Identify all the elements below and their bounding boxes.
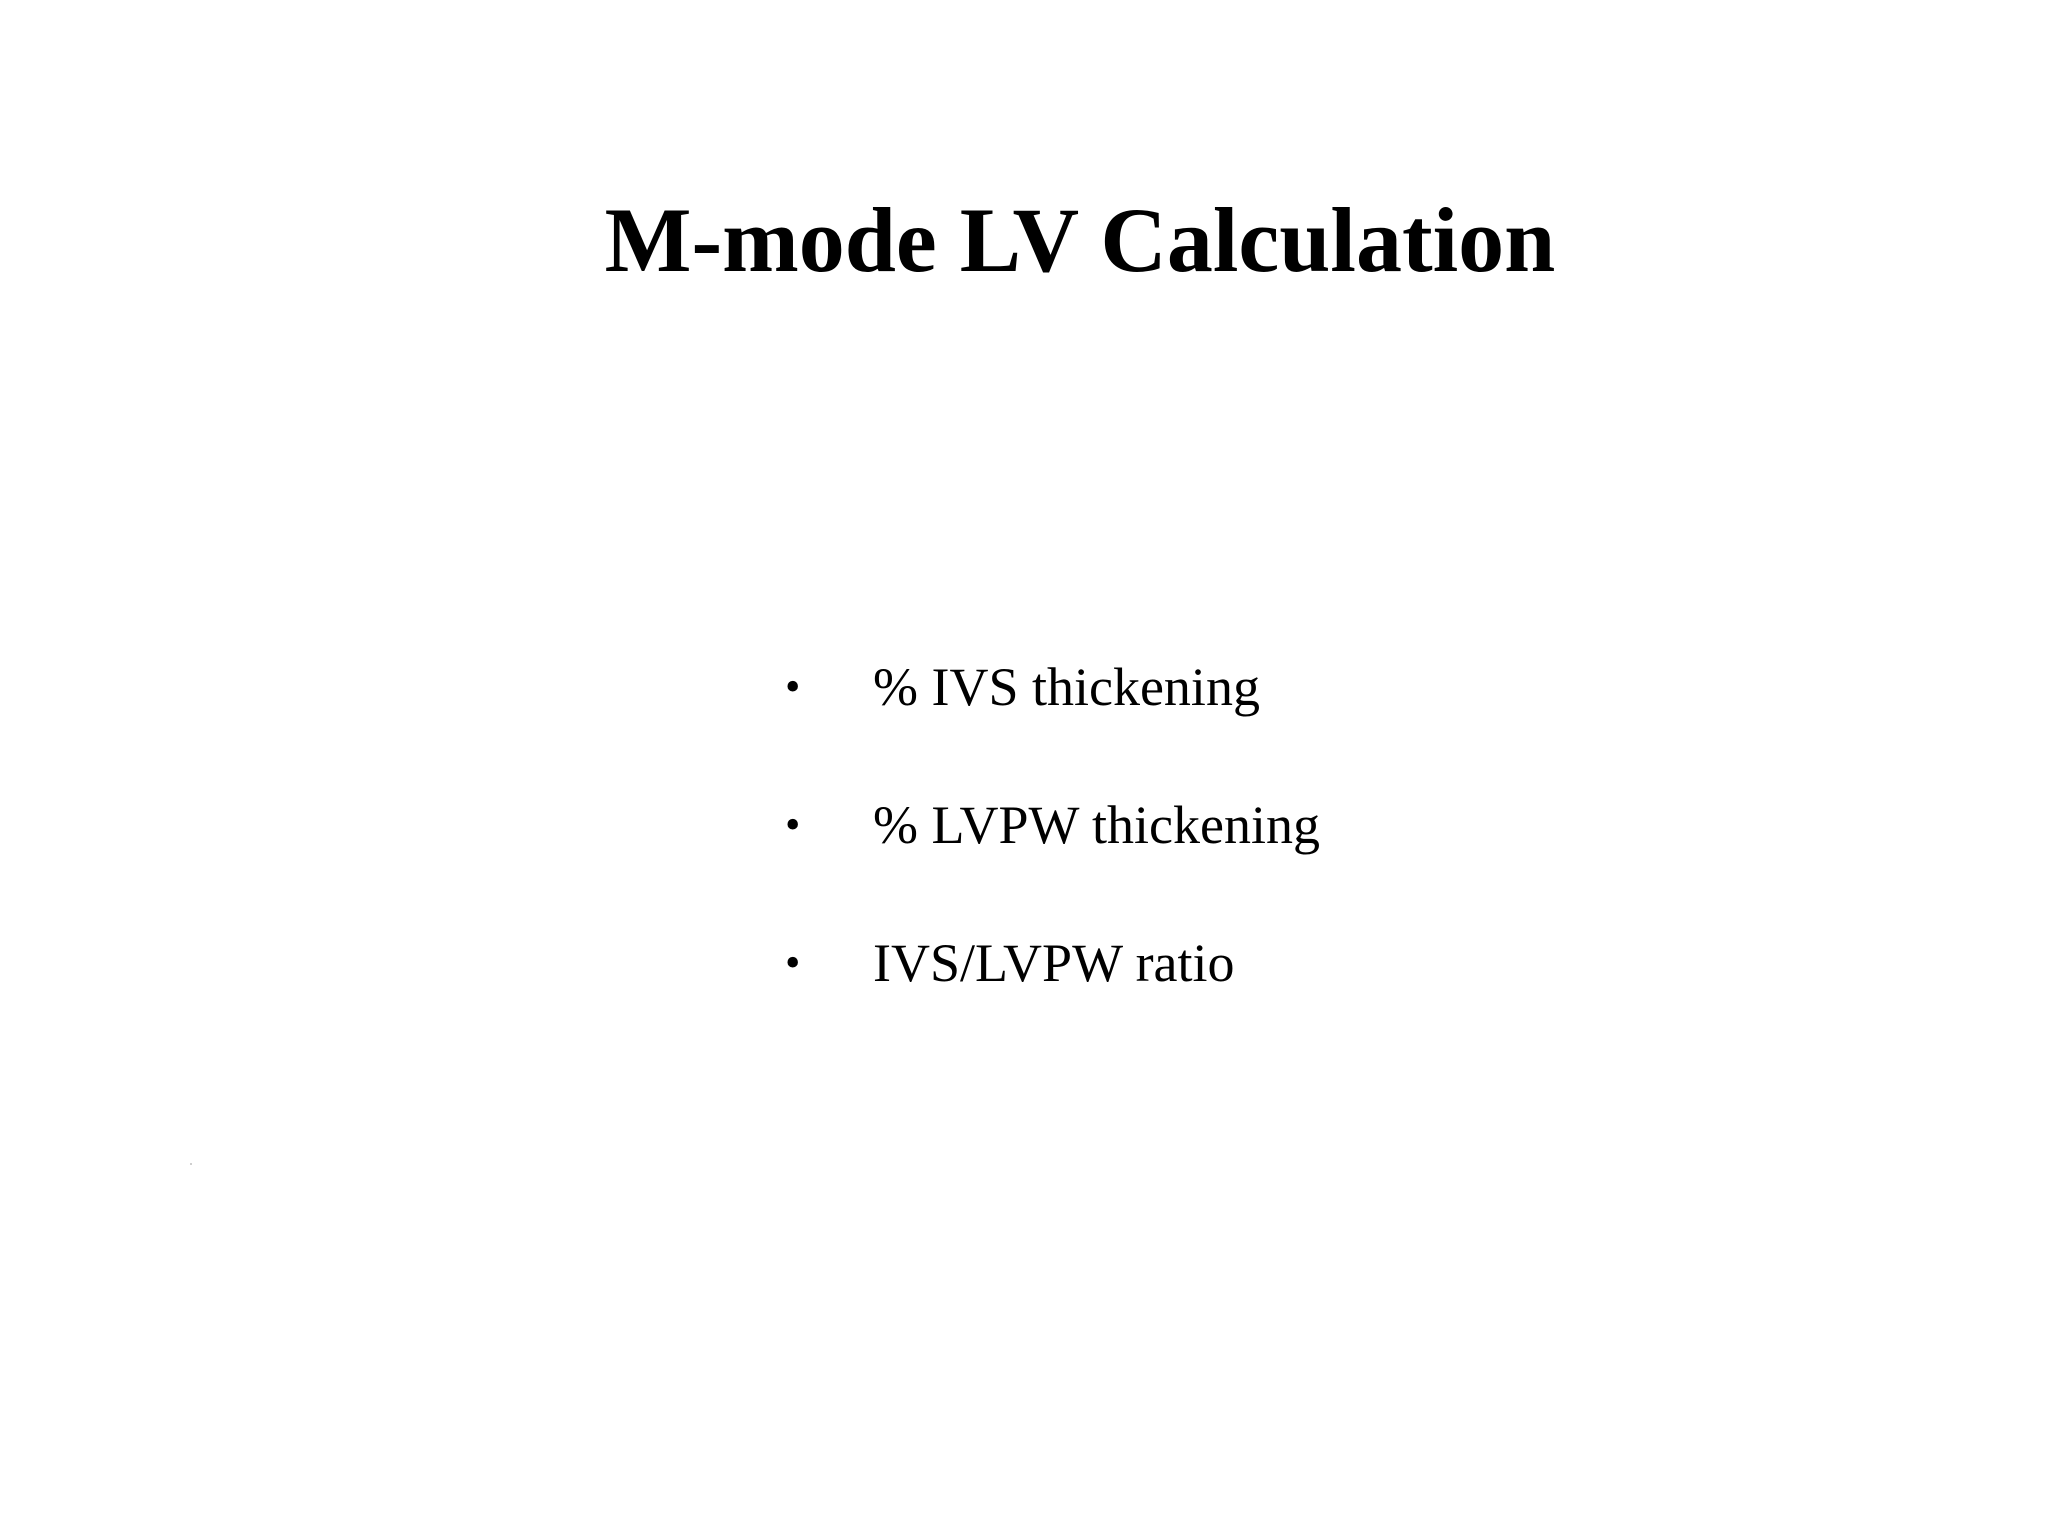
bullet-item [785,756,1320,894]
bullet-text: % IVS thickening [873,657,1260,717]
stray-dot [190,1163,192,1165]
bullet-list [785,618,1320,1032]
bullet-icon: • [785,938,801,987]
bullet-item [785,894,1320,1032]
bullet-icon: • [785,800,801,849]
bullet-item [785,618,1320,756]
bullet-icon: • [785,662,801,711]
slide-title: M-mode LV Calculation [604,189,1556,291]
bullet-text: IVS/LVPW ratio [873,933,1235,993]
bullet-text: % LVPW thickening [873,795,1320,855]
